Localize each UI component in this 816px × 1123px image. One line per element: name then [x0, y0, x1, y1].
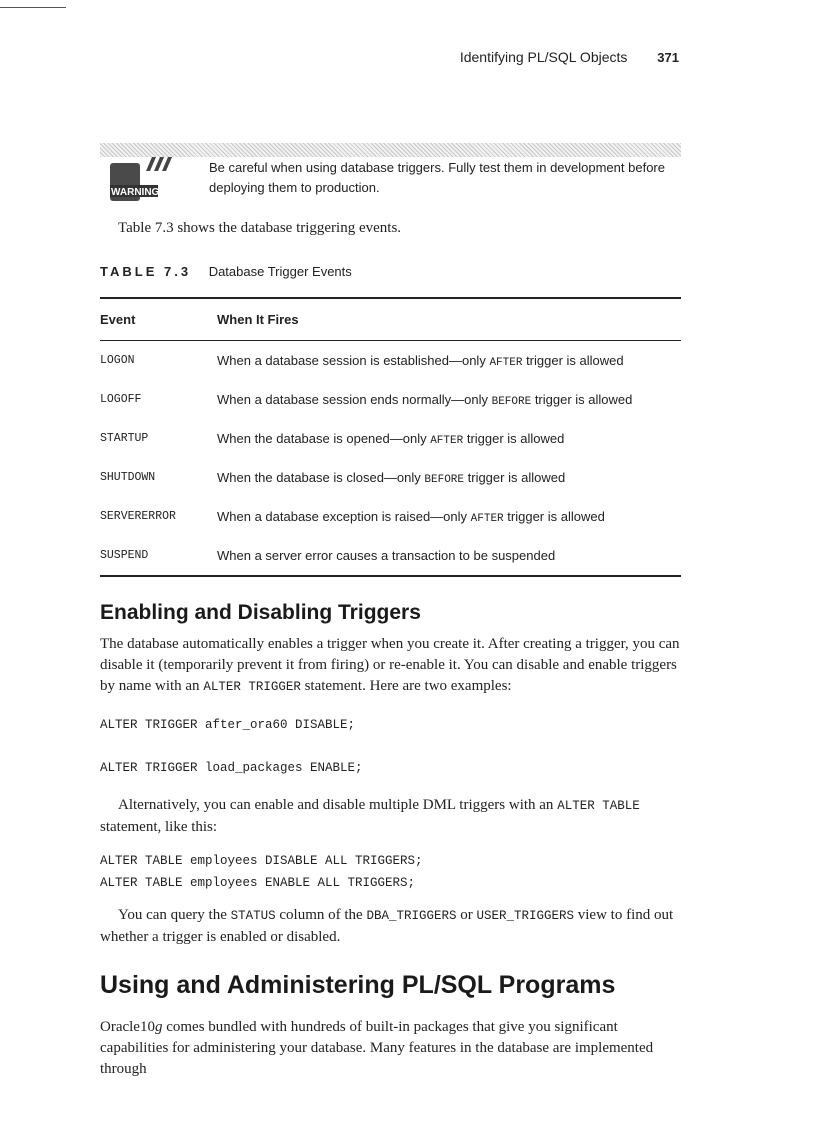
column-header-event: Event — [100, 298, 217, 341]
trigger-events-table — [100, 297, 681, 577]
event-cell: LOGOFF — [100, 393, 142, 406]
running-header — [460, 49, 679, 65]
paragraph-oracle-packages: Oracle10g comes bundled with hundreds of built-in packages that give you significant capabilities for administering your database. Many features in the database are implemented through — [100, 1019, 654, 1077]
section-heading-plsql-programs: Using and Administering PL/SQL Programs — [100, 971, 616, 999]
event-cell: SERVERERROR — [100, 510, 176, 523]
warning-icon-label: WARNING — [111, 187, 160, 198]
table-title: Database Trigger Events — [208, 264, 352, 279]
when-cell: When the database is closed—only BEFORE trigger is allowed — [217, 469, 566, 486]
table-row — [100, 536, 681, 576]
when-cell: When a server error causes a transaction to be suspended — [217, 547, 556, 563]
event-cell: LOGON — [100, 354, 135, 367]
table-row — [100, 341, 681, 381]
table-row — [100, 419, 681, 458]
top-rule — [0, 7, 66, 8]
event-cell: SHUTDOWN — [100, 471, 156, 484]
paragraph-enable-triggers: The database automatically enables a trigger when you create it. After creating a trigger, you can disable it (temporarily prevent it from firing) or re-enable it. You can disable and enable triggers by name with an ALTER TRIGGER statement. Here are two examples: — [100, 636, 680, 694]
warning-icon — [100, 155, 190, 205]
paragraph-alter-table: Alternatively, you can enable and disable multiple DML triggers with an ALTER TABLE statement, like this: — [100, 797, 640, 835]
table-caption — [100, 264, 352, 279]
when-cell: When a database exception is raised—only AFTER trigger is allowed — [217, 508, 605, 525]
warning-text: Be careful when using database triggers. Fully test them in development before deploying them to production. — [209, 160, 665, 195]
paragraph-status-query: You can query the STATUS column of the DBA_TRIGGERS or USER_TRIGGERS view to find out whether a trigger is enabled or disabled. — [100, 907, 674, 945]
page-number: 371 — [657, 50, 679, 65]
code-line: ALTER TABLE employees ENABLE ALL TRIGGERS; — [100, 876, 416, 890]
intro-paragraph: Table 7.3 shows the database triggering events. — [118, 220, 402, 236]
when-cell: When the database is opened—only AFTER trigger is allowed — [217, 430, 565, 447]
running-title: Identifying PL/SQL Objects — [459, 49, 628, 65]
code-line: ALTER TRIGGER load_packages ENABLE; — [100, 761, 363, 775]
table-row — [100, 380, 681, 419]
code-line: ALTER TRIGGER after_ora60 DISABLE; — [100, 718, 356, 732]
event-cell: SUSPEND — [100, 549, 149, 562]
table-label: TABLE 7.3 — [100, 264, 192, 279]
table-row — [100, 497, 681, 536]
column-header-when: When It Fires — [217, 298, 681, 341]
when-cell: When a database session is established—only AFTER trigger is allowed — [217, 352, 624, 369]
when-cell: When a database session ends normally—only BEFORE trigger is allowed — [217, 391, 633, 408]
event-cell: STARTUP — [100, 432, 149, 445]
code-line: ALTER TABLE employees DISABLE ALL TRIGGERS; — [100, 854, 423, 868]
section-heading-triggers: Enabling and Disabling Triggers — [100, 601, 421, 624]
table-row — [100, 458, 681, 497]
table-header-row — [100, 298, 681, 341]
